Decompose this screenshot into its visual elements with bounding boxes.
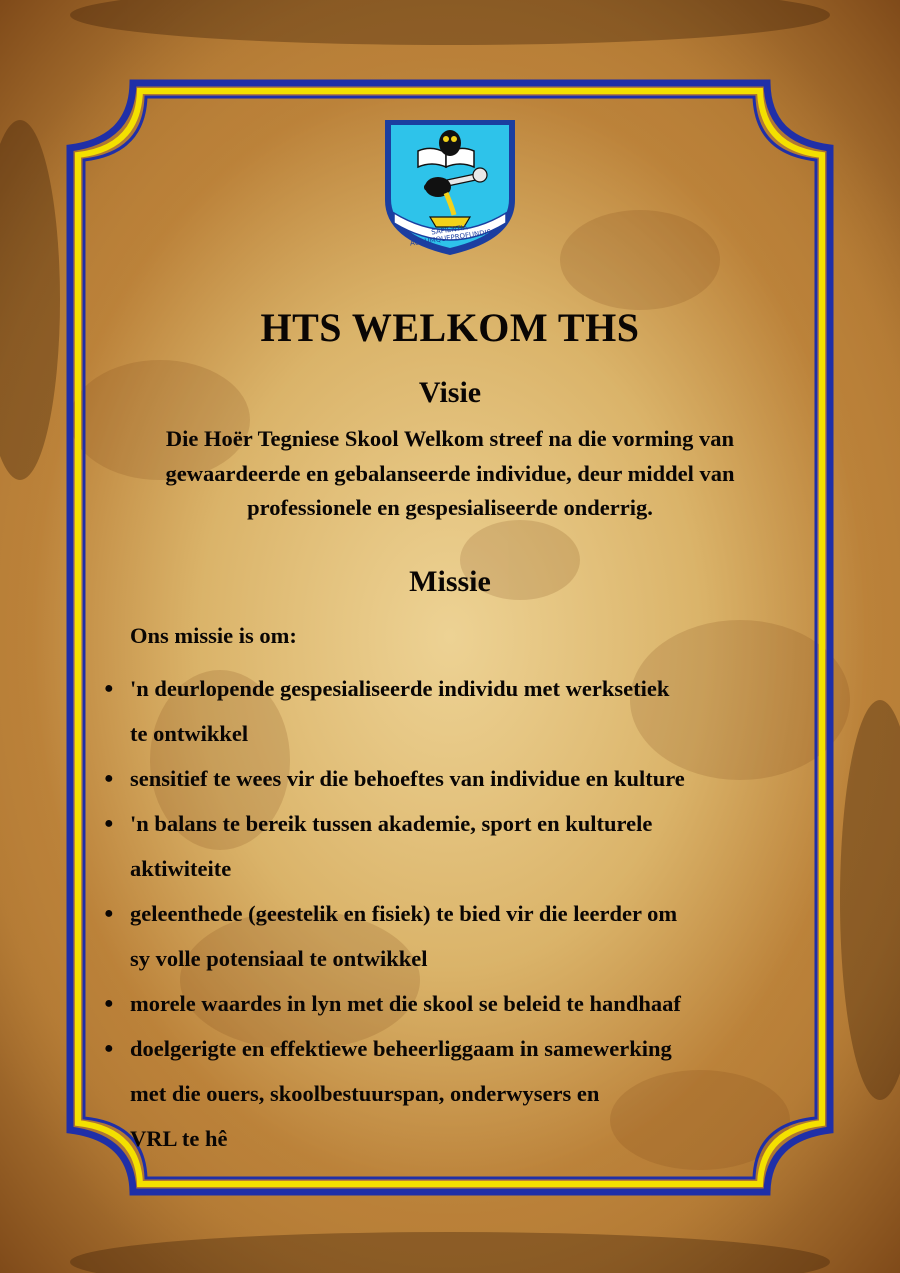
missie-heading: Missie (409, 565, 491, 598)
visie-line: professionele en gespesialiseerde onderrig. (247, 495, 653, 520)
list-item-line: sy volle potensiaal te ontwikkel (130, 946, 428, 971)
bullet-icon: ● (104, 995, 114, 1012)
list-item-line: geleenthede (geestelik en fisiek) te bied vir die leerder om (130, 901, 678, 926)
list-item-line: 'n balans te bereik tussen akademie, sport en kulturele (130, 811, 653, 836)
list-item-line: sensitief te wees vir die behoeftes van individue en kulture (130, 766, 685, 791)
list-item (0, 756, 810, 801)
list-item-line: doelgerigte en effektiewe beheerliggaam in samewerking (130, 1036, 672, 1061)
bullet-icon: ● (104, 1040, 114, 1057)
school-crest-logo (380, 115, 520, 260)
visie-line: gewaardeerde en gebalanseerde individue, deur middel van (165, 460, 735, 486)
visie-heading: Visie (418, 376, 482, 409)
list-item-line: te ontwikkel (130, 721, 249, 746)
visie-line: Die Hoër Tegniese Skool Welkom streef na die vorming van (165, 426, 735, 451)
list-item (0, 666, 810, 756)
list-item (0, 891, 810, 981)
list-item (0, 1026, 810, 1161)
list-item-line: morele waardes in lyn met die skool se beleid te handhaaf (130, 991, 681, 1016)
missie-list (0, 666, 900, 1161)
bullet-icon: ● (104, 905, 114, 922)
crest-motto: SAPIENTIA AURUMQUEPROFUNDIS (409, 223, 492, 248)
list-item (0, 981, 810, 1026)
visie-text (110, 422, 790, 526)
list-item (0, 801, 810, 891)
list-item-line: met die ouers, skoolbestuurspan, onderwysers en (130, 1081, 600, 1106)
bullet-icon: ● (104, 815, 114, 832)
list-item-line: aktiwiteite (130, 856, 232, 881)
bullet-icon: ● (104, 680, 114, 697)
missie-intro: Ons missie is om: (130, 623, 297, 648)
bullet-icon: ● (104, 770, 114, 787)
list-item-line: 'n deurlopende gespesialiseerde individu met werksetiek (130, 676, 670, 701)
list-item-line: VRL te hê (130, 1126, 228, 1151)
page-title: HTS WELKOM THS (260, 305, 640, 350)
